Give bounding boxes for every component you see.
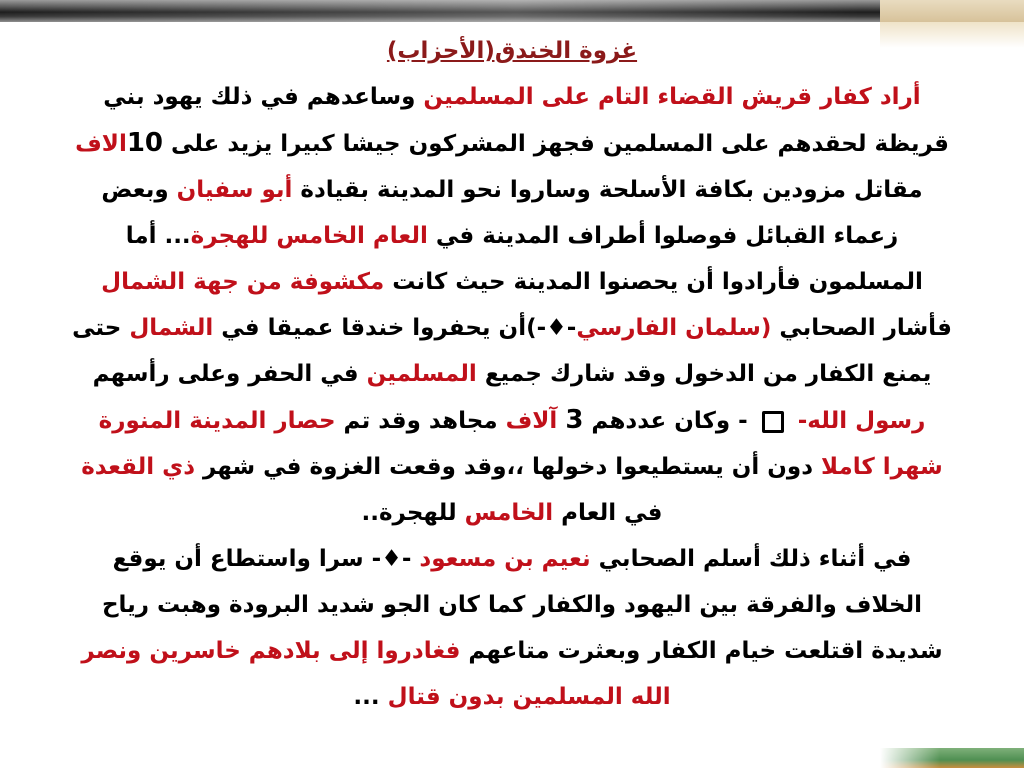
top-bar-sheen — [0, 0, 860, 22]
text-line — [18, 74, 1006, 120]
text-segment: شديدة اقتلعت خيام الكفار وبعثرت متاعهم — [460, 638, 943, 664]
text-segment: -♦- سرا واستطاع أن يوقع — [112, 546, 420, 572]
highlighted-text: حصار المدينة المنورة — [98, 408, 336, 434]
text-line — [18, 259, 1006, 305]
text-line — [18, 351, 1006, 397]
highlighted-text: أبو سفيان — [176, 177, 293, 203]
text-segment: ... أما — [125, 223, 191, 249]
text-line — [18, 674, 1006, 720]
text-segment: وبعض — [101, 177, 177, 203]
text-line — [18, 213, 1006, 259]
slide-body — [18, 74, 1006, 720]
top-frame-bar — [0, 0, 1024, 22]
highlighted-text: العام الخامس للهجرة — [190, 223, 428, 249]
text-line — [18, 305, 1006, 351]
text-line — [18, 167, 1006, 213]
text-segment: مقاتل مزودين بكافة الأسلحة وساروا نحو المدينة بقيادة — [292, 177, 923, 203]
slide-title: غزوة الخندق(الأحزاب) — [386, 38, 638, 64]
text-line — [18, 582, 1006, 628]
bottom-right-decoration — [880, 748, 1024, 768]
text-segment: الخلاف والفرقة بين اليهود والكفار كما كان الجو شديد البرودة وهبت رياح — [101, 592, 923, 618]
text-segment: أن يحفروا خندقا عميقا في — [213, 315, 527, 341]
text-line — [18, 490, 1006, 536]
highlighted-text: الخامس — [464, 500, 554, 526]
highlighted-text: شهرا كاملا — [821, 454, 943, 480]
highlighted-text: مكشوفة من جهة الشمال — [101, 269, 385, 295]
highlighted-text: أراد كفار قريش القضاء التام على المسلمين — [423, 84, 921, 110]
highlighted-text: الشمال — [129, 315, 214, 341]
highlighted-text: رسول الله- — [789, 408, 926, 434]
text-line — [18, 397, 1006, 444]
text-segment: - وكان عددهم — [583, 408, 756, 434]
highlighted-text: الاف — [75, 131, 127, 157]
text-segment: مجاهد وقد تم — [335, 408, 506, 434]
highlighted-text: فغادروا إلى بلادهم خاسرين ونصر — [81, 638, 461, 664]
highlighted-text: ذي القعدة — [81, 454, 196, 480]
highlighted-text: آلاف — [505, 408, 566, 434]
text-segment: ... — [353, 684, 388, 710]
square-icon — [762, 411, 784, 433]
highlighted-text: (سلمان الفارسي — [576, 315, 772, 341]
text-segment: وساعدهم في ذلك يهود بني — [103, 84, 424, 110]
text-line — [18, 536, 1006, 582]
text-line — [18, 120, 1006, 167]
text-segment: فأشار الصحابي — [771, 315, 952, 341]
text-segment: للهجرة.. — [361, 500, 465, 526]
highlighted-text: المسلمين — [366, 361, 477, 387]
highlighted-text: نعيم بن مسعود — [419, 546, 591, 572]
corner-decoration — [880, 0, 1024, 22]
text-segment: قريظة لحقدهم على المسلمين فجهز المشركون جيشا كبيرا يزيد على — [163, 131, 949, 157]
text-segment: المسلمون فأرادوا أن يحصنوا المدينة حيث كانت — [384, 269, 923, 295]
number-text: 3 — [565, 405, 584, 435]
text-segment: في الحفر وعلى رأسهم — [92, 361, 367, 387]
text-segment: زعماء القبائل فوصلوا أطراف المدينة في — [427, 223, 899, 249]
text-line — [18, 444, 1006, 490]
text-line — [18, 628, 1006, 674]
text-segment: دون أن يستطيعوا دخولها ،،وقد وقعت الغزوة في شهر — [195, 454, 822, 480]
text-segment: يمنع الكفار من الدخول وقد شارك جميع — [476, 361, 932, 387]
text-segment: في العام — [553, 500, 663, 526]
highlighted-text: الله المسلمين بدون قتال — [387, 684, 671, 710]
slide-text — [18, 28, 1006, 720]
number-text: 10 — [126, 128, 164, 158]
text-segment: حتى — [72, 315, 130, 341]
text-segment: في أثناء ذلك أسلم الصحابي — [590, 546, 912, 572]
text-segment: -♦-) — [526, 315, 577, 341]
